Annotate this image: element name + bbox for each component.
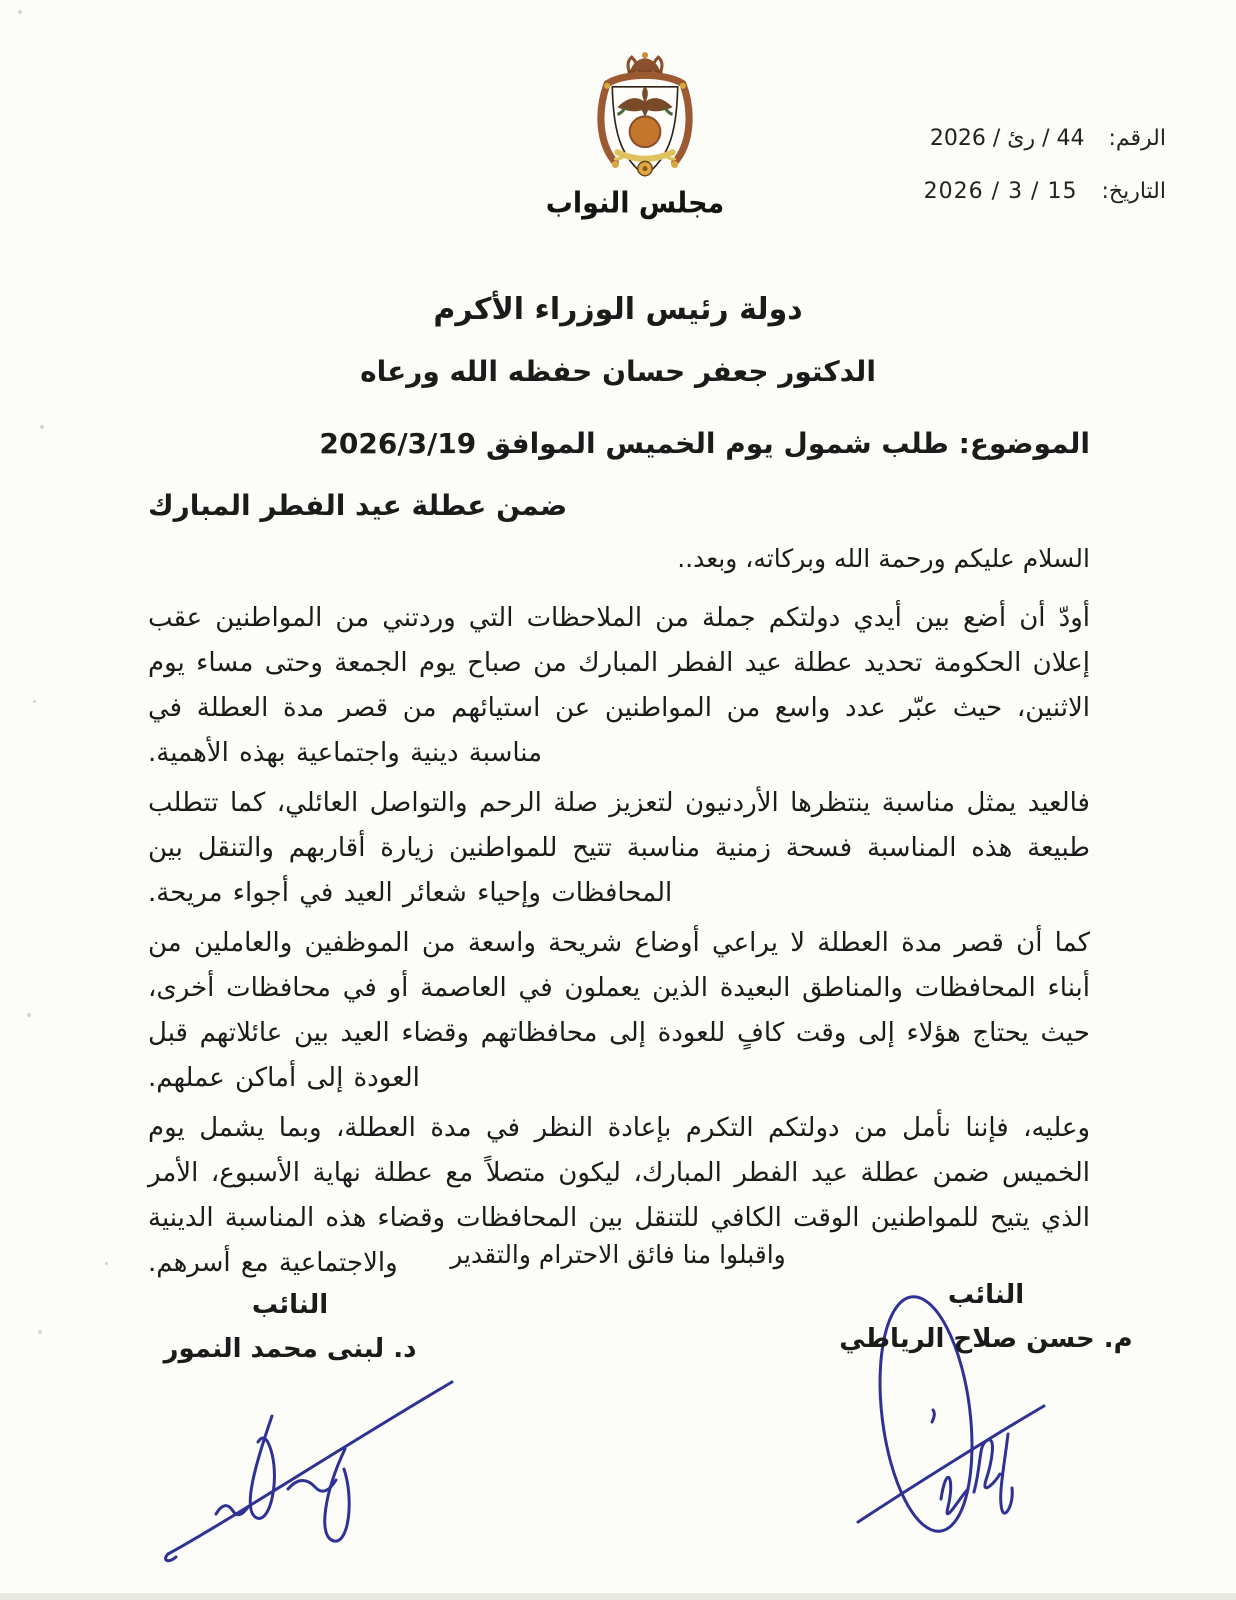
- greeting-line: السلام عليكم ورحمة الله وبركاته، وبعد..: [677, 544, 1090, 573]
- date-value: 15 / 3 / 2026: [923, 179, 1078, 204]
- ref-number-value: 44 / رئ / 2026: [929, 126, 1085, 151]
- scan-speck: [33, 700, 36, 703]
- jordan-coat-of-arms-icon: [578, 50, 712, 188]
- recipient-heading: [0, 292, 1236, 388]
- deputy-title-right: النائب: [947, 1280, 1025, 1310]
- signature-block-right: [836, 1262, 1136, 1562]
- scan-speck: [38, 1330, 42, 1334]
- ref-number-label: الرقم:: [1108, 126, 1166, 151]
- scan-speck: [27, 1013, 31, 1017]
- subject-block: [148, 426, 1090, 524]
- signature-ink-left: [160, 1364, 460, 1569]
- body-paragraph-3: كما أن قصر مدة العطلة لا يراعي أوضاع شريحة واسعة من الموظفين والعاملين من أبناء المحافظات والمناطق البعيدة الذين يعملون في العاصمة أو في محافظات أخرى، حيث يحتاج هؤلاء إلى وقت كافٍ للعودة إلى محافظاتهم وقضاء العيد بين عائلاتهم قبل العودة إلى أماكن عملهم.: [148, 928, 1090, 1093]
- body-paragraph-1: أودّ أن أضع بين أيدي دولتكم جملة من الملاحظات التي وردتني من المواطنين عقب إعلان الحكومة تحديد عطلة عيد الفطر المبارك من صباح يوم الجمعة وحتى مساء يوم الاثنين، حيث عبّر عدد واسع من المواطنين عن استيائهم من قصر مدة العطلة في مناسبة دينية واجتماعية بهذه الأهمية.: [148, 603, 1090, 768]
- deputy-title-left: النائب: [251, 1290, 329, 1320]
- closing-line: واقبلوا منا فائق الاحترام والتقدير: [450, 1240, 786, 1269]
- reference-block: [856, 126, 1166, 204]
- subject-line-1: الموضوع: طلب شمول يوم الخميس الموافق 2026/3/19: [319, 427, 1090, 460]
- recipient-name-line: الدكتور جعفر حسان حفظه الله ورعاه: [360, 355, 876, 388]
- deputy-name-right: م. حسن صلاح الرياطي: [839, 1324, 1133, 1354]
- body-paragraph-2: فالعيد يمثل مناسبة ينتظرها الأردنيون لتعزيز صلة الرحم والتواصل العائلي، كما تتطلب طبيعة هذه المناسبة فسحة زمنية مناسبة تتيح للمواطنين زيارة أقاربهم والتنقل بين المحافظات وإحياء شعائر العيد في أجواء مريحة.: [148, 788, 1090, 908]
- scan-speck: [18, 10, 22, 14]
- body-paragraph-4: وعليه، فإننا نأمل من دولتكم التكرم بإعادة النظر في مدة العطلة، وبما يشمل يوم الخميس ضمن عطلة عيد الفطر المبارك، ليكون متصلاً مع عطلة نهاية الأسبوع، الأمر الذي يتيح للمواطنين الوقت الكافي للتنقل بين المحافظات وقضاء هذه المناسبة الدينية والاجتماعية مع أسرهم.: [148, 1113, 1090, 1278]
- scan-bottom-edge: [0, 1593, 1236, 1600]
- subject-line-2: ضمن عطلة عيد الفطر المبارك: [148, 489, 568, 522]
- recipient-title-line: دولة رئيس الوزراء الأكرم: [433, 292, 803, 327]
- date-label: التاريخ:: [1101, 179, 1166, 204]
- reference-number-row: [856, 126, 1166, 151]
- deputy-name-left: د. لبنى محمد النمور: [163, 1334, 417, 1364]
- scan-speck: [40, 425, 44, 429]
- parliament-name-calligraphy: مجلس النواب: [545, 186, 725, 221]
- letter-body: [148, 596, 1090, 1291]
- date-row: [856, 179, 1166, 204]
- signature-block-left: [140, 1272, 440, 1572]
- scan-speck: [105, 1262, 108, 1265]
